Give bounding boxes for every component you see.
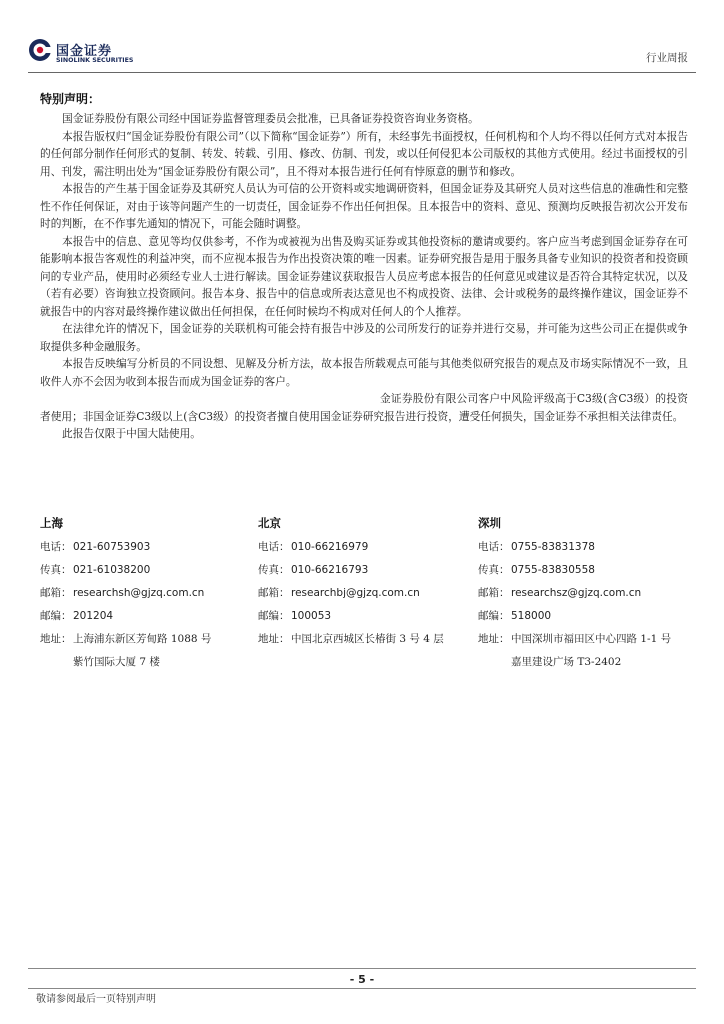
declaration-paragraph: 本报告的产生基于国金证券及其研究人员认为可信的公开资料或实地调研资料，但国金证券及其研究人员对这些信息的准确性和完整性不作任何保证，对由于该等问题产生的一切责任，国金证券不作出任何担保。且本报告中的资料、意见、预测均反映报告初次公开发布时的判断，在不作事先通知的情况下，可能会随时调整。 (40, 182, 688, 230)
office-fax: 021-61038200 (73, 564, 151, 576)
office-email: researchbj@gjzq.com.cn (291, 587, 420, 599)
office-phone: 0755-83831378 (511, 541, 595, 553)
declaration-body (40, 110, 688, 443)
office-shenzhen (478, 516, 671, 678)
office-address: 上海浦东新区芳甸路 1088 号 (73, 633, 212, 645)
fax-label: 传真： (478, 564, 510, 576)
postcode-label: 邮编： (40, 610, 72, 622)
logo-mark-icon (28, 38, 52, 62)
declaration-paragraph: 本报告版权归“国金证券股份有限公司”（以下简称“国金证券”）所有，未经事先书面授权，任何机构和个人均不得以任何方式对本报告的任何部分制作任何形式的复制、转发、转载、引用、修改、仿制、刊发，或以任何侵犯本公司版权的其他方式使用。经过书面授权的引用、刊发，需注明出处为“国金证券股份有限公司”，且不得对本报告进行任何有悖原意的删节和修改。 (40, 129, 688, 178)
office-address: 中国北京西城区长椿街 3 号 4 层 (291, 633, 444, 645)
office-shanghai (40, 516, 211, 678)
report-type: 行业周报 (646, 52, 688, 64)
office-address: 中国深圳市福田区中心四路 1-1 号 (511, 633, 672, 645)
office-phone: 021-60753903 (73, 541, 151, 553)
fax-label: 传真： (258, 564, 290, 576)
email-label: 邮箱： (40, 587, 72, 599)
office-phone: 010-66216979 (291, 541, 369, 553)
company-logo (28, 38, 168, 68)
logo-english-name: SINOLINK SECURITIES (56, 57, 134, 64)
page-header (0, 0, 724, 80)
declaration-paragraph: 金证券股份有限公司客户中风险评级高于C3级(含C3级）的投资者使用；非国金证券C3级以上(含C3级）的投资者擅自使用国金证券研究报告进行投资，遭受任何损失，国金证券不承担相关法律责任。 (40, 392, 688, 423)
email-label: 邮箱： (258, 587, 290, 599)
header-divider (28, 72, 696, 73)
address-label: 地址： (40, 633, 72, 645)
postcode-label: 邮编： (478, 610, 510, 622)
office-address-cont: 紫竹国际大厦 7 楼 (73, 656, 160, 668)
phone-label: 电话： (478, 541, 510, 553)
footer-divider (28, 968, 696, 969)
office-fax: 010-66216793 (291, 564, 369, 576)
phone-label: 电话： (258, 541, 290, 553)
office-city: 上海 (40, 516, 63, 530)
footer-divider-bottom (28, 988, 696, 989)
phone-label: 电话： (40, 541, 72, 553)
office-email: researchsz@gjzq.com.cn (511, 587, 642, 599)
address-label: 地址： (258, 633, 290, 645)
office-fax: 0755-83830558 (511, 564, 595, 576)
office-postcode: 100053 (291, 610, 332, 622)
postcode-label: 邮编： (258, 610, 290, 622)
office-city: 北京 (258, 516, 281, 530)
footer-note: 敬请参阅最后一页特别声明 (36, 994, 156, 1005)
office-beijing (258, 516, 444, 655)
declaration-paragraph: 本报告反映编写分析员的不同设想、见解及分析方法，故本报告所载观点可能与其他类似研究报告的观点及市场实际情况不一致，且收件人亦不会因为收到本报告而成为国金证券的客户。 (40, 357, 688, 388)
declaration-title: 特别声明： (40, 92, 101, 106)
page-number: - 5 - (349, 973, 375, 986)
email-label: 邮箱： (478, 587, 510, 599)
address-label: 地址： (478, 633, 510, 645)
declaration-paragraph: 此报告仅限于中国大陆使用。 (62, 427, 201, 440)
office-email: researchsh@gjzq.com.cn (73, 587, 205, 599)
office-city: 深圳 (478, 516, 501, 530)
office-address-cont: 嘉里建设广场 T3-2402 (511, 656, 622, 668)
logo-chinese-name: 国金证券 (56, 44, 113, 59)
office-postcode: 518000 (511, 610, 552, 622)
fax-label: 传真： (40, 564, 72, 576)
declaration-paragraph: 本报告中的信息、意见等均仅供参考，不作为或被视为出售及购买证券或其他投资标的邀请或要约。客户应当考虑到国金证券存在可能影响本报告客观性的利益冲突，而不应视本报告为作出投资决策的唯一因素。证券研究报告是用于服务具备专业知识的投资者和投资顾问的专业产品，使用时必须经专业人士进行解读。国金证券建议获取报告人员应考虑本报告的任何意见或建议是否符合其特定状况，以及（若有必要）咨询独立投资顾问。报告本身、报告中的信息或所表达意见也不构成投资、法律、会计或税务的最终操作建议，国金证券不就报告中的内容对最终操作建议做出任何担保，在任何时候均不构成对任何人的个人推荐。 (40, 234, 688, 318)
office-postcode: 201204 (73, 610, 114, 622)
declaration-paragraph: 国金证券股份有限公司经中国证券监督管理委员会批准，已具备证券投资咨询业务资格。 (62, 112, 479, 125)
declaration-paragraph: 在法律允许的情况下，国金证券的关联机构可能会持有报告中涉及的公司所发行的证券并进行交易，并可能为这些公司正在提供或争取提供多种金融服务。 (40, 322, 688, 353)
